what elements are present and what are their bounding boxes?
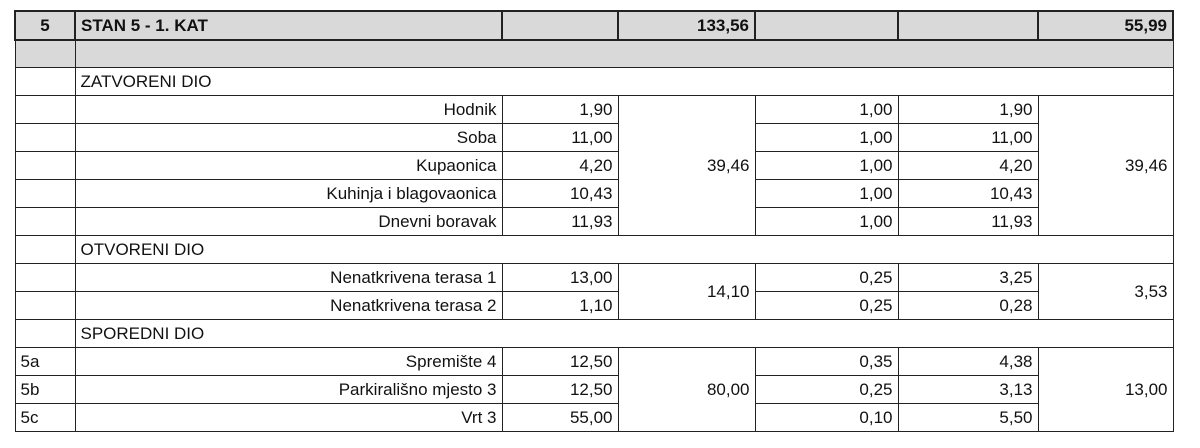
room-weighted-area: 4,38 [898,348,1038,376]
room-coefficient: 1,00 [755,208,898,236]
room-area: 12,50 [502,348,618,376]
room-weighted-area: 3,25 [898,264,1038,292]
room-id [15,292,75,320]
room-name: Nenatkrivena terasa 2 [75,292,502,320]
group-weighted-area: 13,00 [1038,348,1173,432]
table-row [15,208,1173,236]
room-name: Spremište 4 [75,348,502,376]
room-id [15,124,75,152]
room-id: 5a [15,348,75,376]
room-weighted-area: 11,93 [898,208,1038,236]
room-id: 5c [15,404,75,432]
room-area: 11,93 [502,208,618,236]
section-title: ZATVORENI DIO [75,68,1173,96]
section-id-cell [15,68,75,96]
table-row [15,152,1173,180]
room-weighted-area: 3,13 [898,376,1038,404]
empty-cell [755,11,898,40]
group-area: 39,46 [618,96,755,236]
spacer-row [15,40,1173,68]
room-name: Parkirališno mjesto 3 [75,376,502,404]
room-name: Dnevni boravak [75,208,502,236]
group-area: 80,00 [618,348,755,432]
room-weighted-area: 5,50 [898,404,1038,432]
area-table [14,10,1174,432]
unit-total-area: 133,56 [618,11,755,40]
room-area: 13,00 [502,264,618,292]
room-area: 1,90 [502,96,618,124]
room-coefficient: 1,00 [755,152,898,180]
table-row [15,96,1173,124]
table-row [15,292,1173,320]
room-coefficient: 0,35 [755,348,898,376]
table-row [15,180,1173,208]
unit-header-row [15,11,1173,40]
room-area: 10,43 [502,180,618,208]
room-coefficient: 1,00 [755,124,898,152]
room-weighted-area: 1,90 [898,96,1038,124]
room-id [15,180,75,208]
room-coefficient: 0,10 [755,404,898,432]
room-id [15,208,75,236]
group-area: 14,10 [618,264,755,320]
room-id [15,264,75,292]
room-weighted-area: 11,00 [898,124,1038,152]
room-coefficient: 0,25 [755,264,898,292]
section-id-cell [15,320,75,348]
room-name: Nenatkrivena terasa 1 [75,264,502,292]
room-area: 1,10 [502,292,618,320]
room-area: 55,00 [502,404,618,432]
room-name: Hodnik [75,96,502,124]
room-id: 5b [15,376,75,404]
empty-cell [898,11,1038,40]
room-area: 4,20 [502,152,618,180]
section-title: SPOREDNI DIO [75,320,1173,348]
table-row [15,348,1173,376]
section-header-row [15,320,1173,348]
group-weighted-area: 3,53 [1038,264,1173,320]
table-row [15,376,1173,404]
group-weighted-area: 39,46 [1038,96,1173,236]
room-id [15,152,75,180]
room-name: Soba [75,124,502,152]
section-title: OTVORENI DIO [75,236,1173,264]
empty-cell [502,11,618,40]
room-name: Kupaonica [75,152,502,180]
room-coefficient: 0,25 [755,376,898,404]
room-area: 11,00 [502,124,618,152]
section-header-row [15,68,1173,96]
room-weighted-area: 4,20 [898,152,1038,180]
table-row [15,404,1173,432]
section-id-cell [15,236,75,264]
room-name: Vrt 3 [75,404,502,432]
room-weighted-area: 10,43 [898,180,1038,208]
room-area: 12,50 [502,376,618,404]
room-coefficient: 1,00 [755,96,898,124]
section-header-row [15,236,1173,264]
table-row [15,124,1173,152]
unit-title: STAN 5 - 1. KAT [75,11,502,40]
room-coefficient: 1,00 [755,180,898,208]
table-row [15,264,1173,292]
unit-id: 5 [15,11,75,40]
room-coefficient: 0,25 [755,292,898,320]
room-id [15,96,75,124]
room-name: Kuhinja i blagovaonica [75,180,502,208]
room-weighted-area: 0,28 [898,292,1038,320]
unit-total-weighted: 55,99 [1038,11,1173,40]
